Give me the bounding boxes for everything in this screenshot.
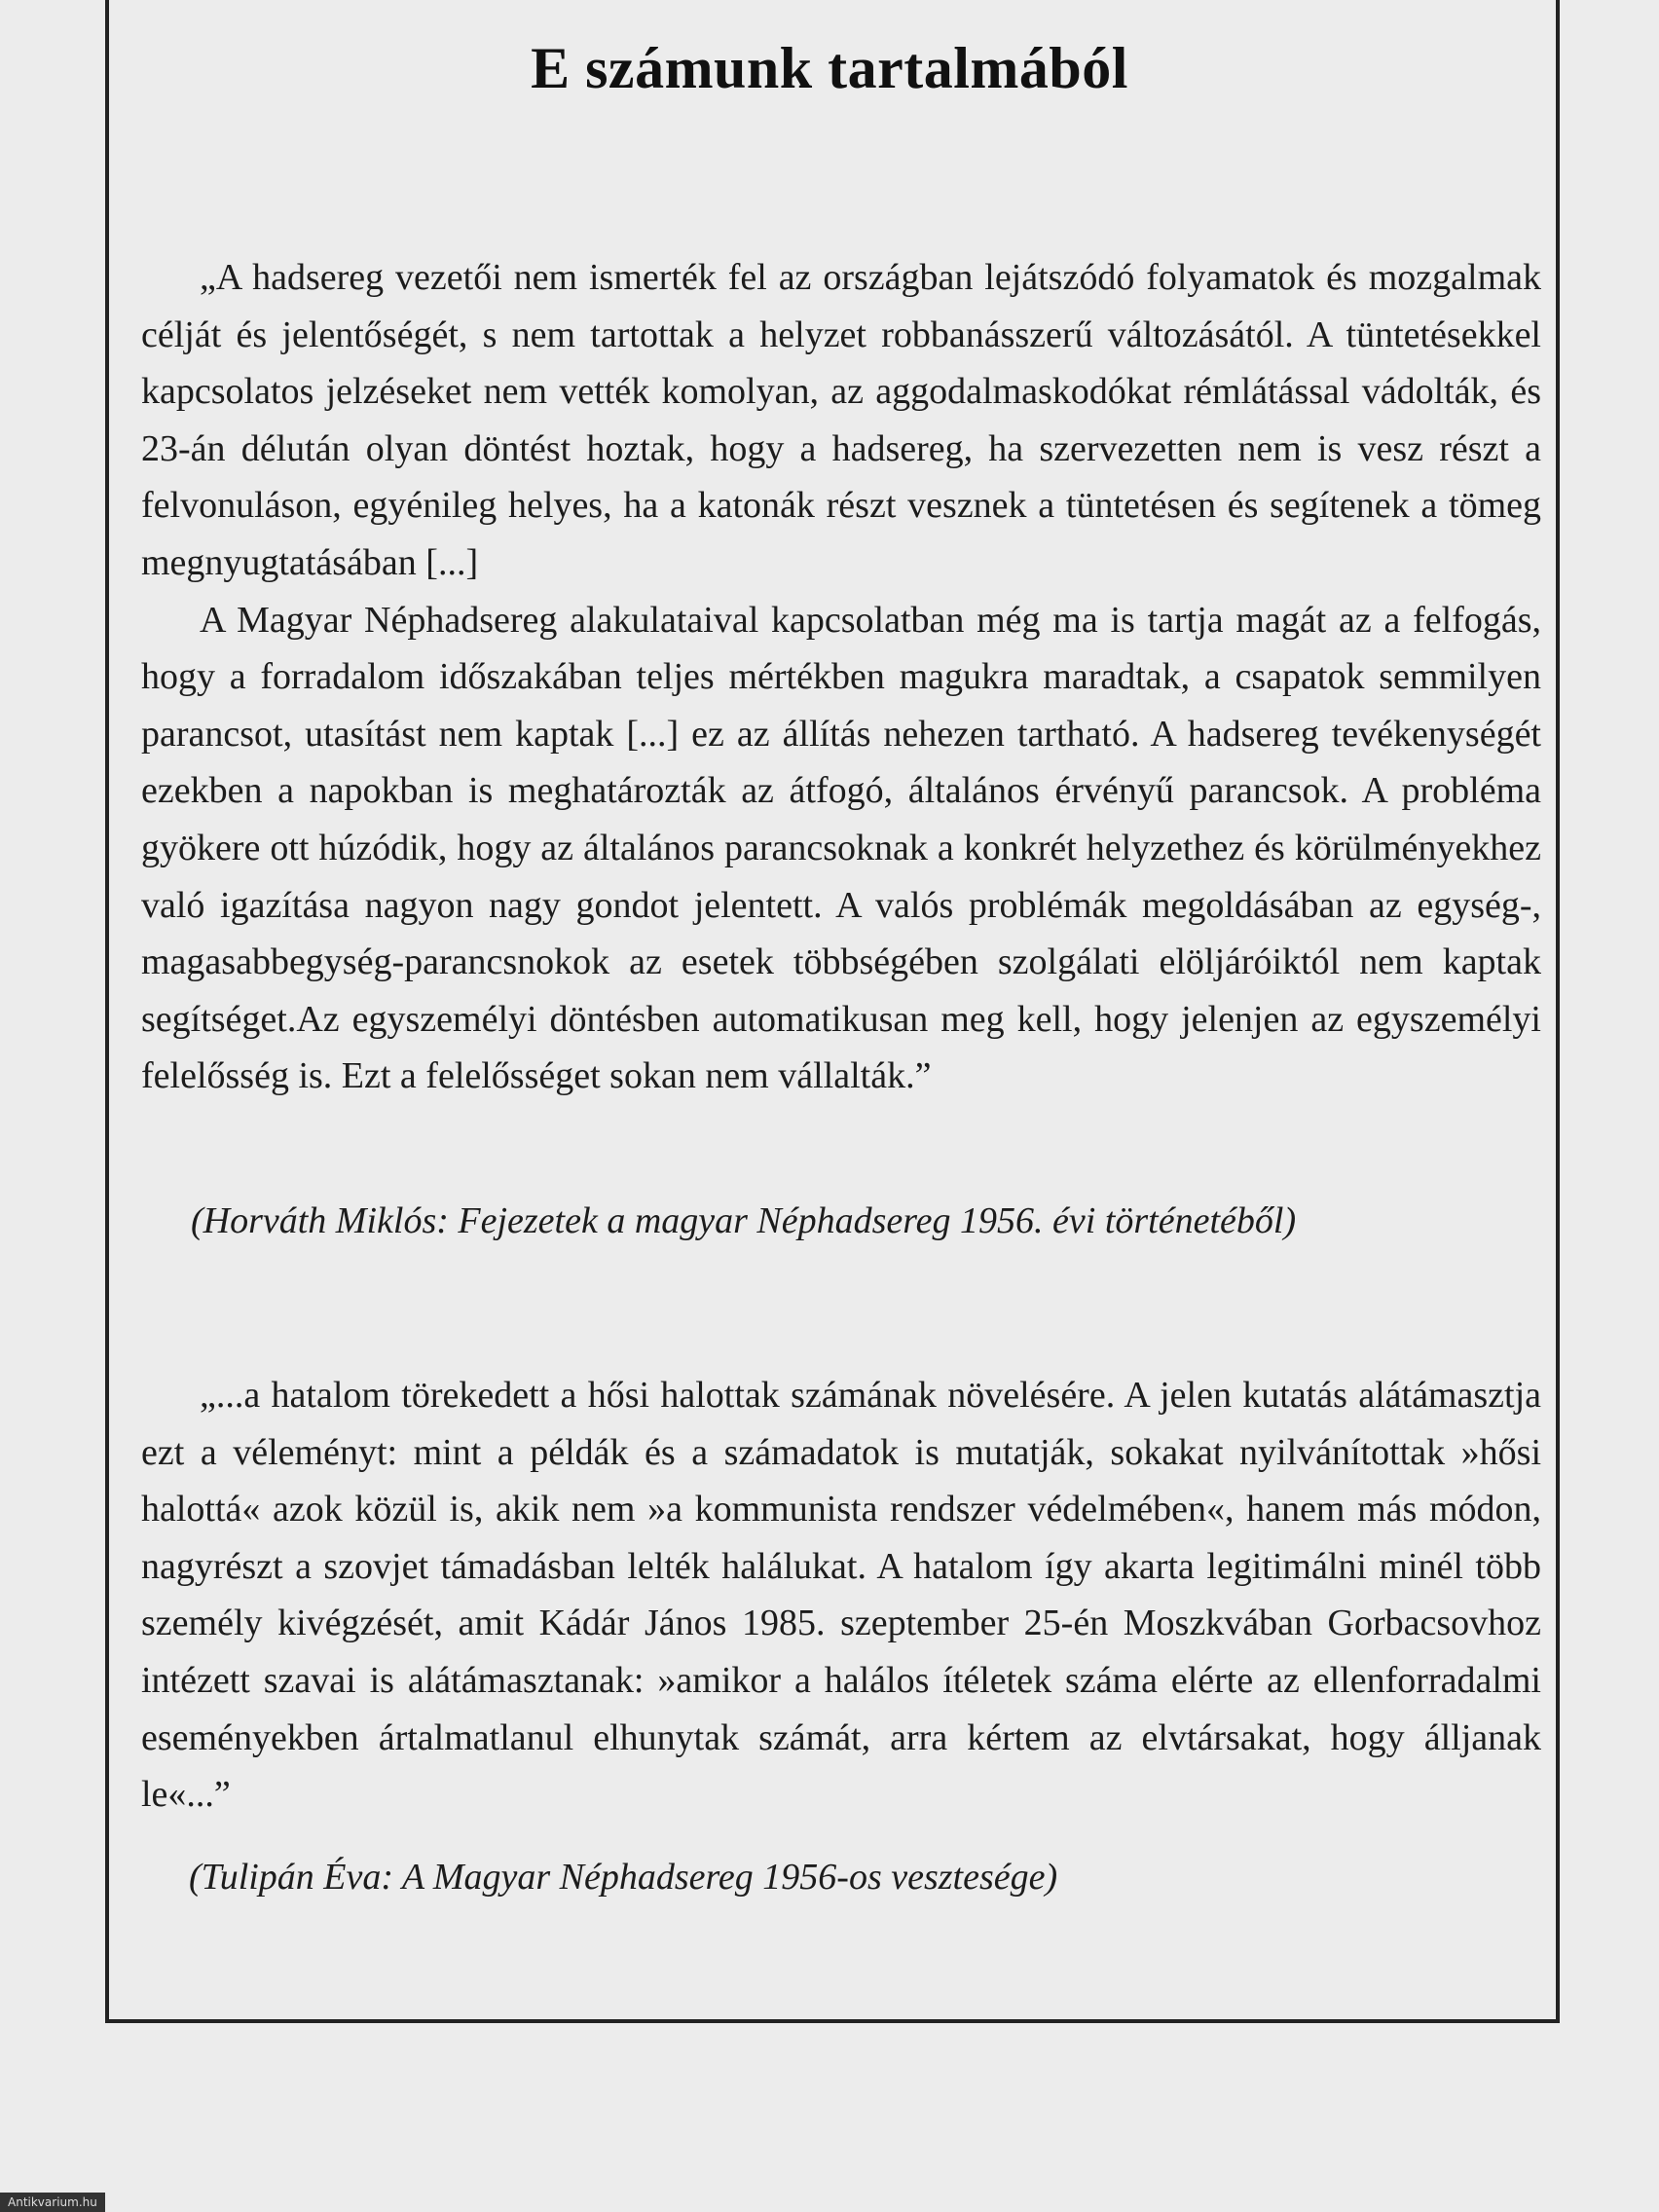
quote-1-paragraph-1: „A hadsereg vezetői nem ismerték fel az országban lejátszódó folyamatok és mozgalmak célját és jelentőségét, s nem tartottak a helyzet robbanásszerű változásától. A tüntetésekkel kapcsolatos jelzéseket nem vették komolyan, az aggodalmaskodókat rémlátással vádolták, és 23-án délután olyan döntést hoztak, hogy a hadsereg, ha szervezetten nem is vesz részt a felvonuláson, egyénileg helyes, ha a katonák részt vesznek a tüntetésen és segítenek a tömeg megnyugtatásában [...] — [141, 257, 1541, 583]
quote-1-paragraph-2: A Magyar Néphadsereg alakulataival kapcsolatban még ma is tartja magát az a felfogás, hogy a forradalom időszakában teljes mértékben magukra maradtak, a csapatok semmilyen parancsot, utasítást nem kaptak [...] ez az állítás nehezen tartható. A hadsereg tevékenységét ezekben a napokban is meghatározták az átfogó, általános érvényű parancsok. A probléma gyökere ott húzódik, hogy az általános parancsoknak a konkrét helyzethez és körülményekhez való igazítása nagyon nagy gondot jelentett. A valós problémák megoldásában az egység-, magasabbegység-parancsnokok az esetek többségében szolgálati elöljáróiktól nem kaptak segítséget.Az egyszemélyi döntésben automatikusan meg kell, hogy jelenjen az egyszemélyi felelősség is. Ezt a felelősséget sokan nem vállalták.” — [141, 599, 1541, 1097]
page-title: E számunk tartalmából — [531, 36, 1128, 100]
quote-2-citation: (Tulipán Éva: A Magyar Néphadsereg 1956-os vesztesége) — [189, 1857, 1058, 1898]
watermark: Antikvarium.hu — [0, 2193, 105, 2212]
quote-1-citation: (Horváth Miklós: Fejezetek a magyar Néphadsereg 1956. évi történetéből) — [191, 1200, 1297, 1241]
quote-block-1 — [141, 249, 1541, 1105]
quote-block-2 — [141, 1367, 1541, 1824]
quote-2-paragraph-1: „...a hatalom törekedett a hősi halottak számának növelésére. A jelen kutatás alátámasztja ezt a véleményt: mint a példák és a számadatok is mutatják, sokakat nyilvánítottak »hősi halottá« azok közül is, akik nem »a kommunista rendszer védelmében«, hanem más módon, nagyrészt a szovjet támadásban lelték halálukat. A hatalom így akarta legitimálni minél több személy kivégzését, amit Kádár János 1985. szeptember 25-én Moszkvában Gorbacsovhoz intézett szavai is alátámasztanak: »amikor a halálos ítéletek száma elérte az ellenforradalmi eseményekben ártalmatlanul elhunytak számát, arra kértem az elvtársakat, hogy álljanak le«...” — [141, 1375, 1541, 1816]
